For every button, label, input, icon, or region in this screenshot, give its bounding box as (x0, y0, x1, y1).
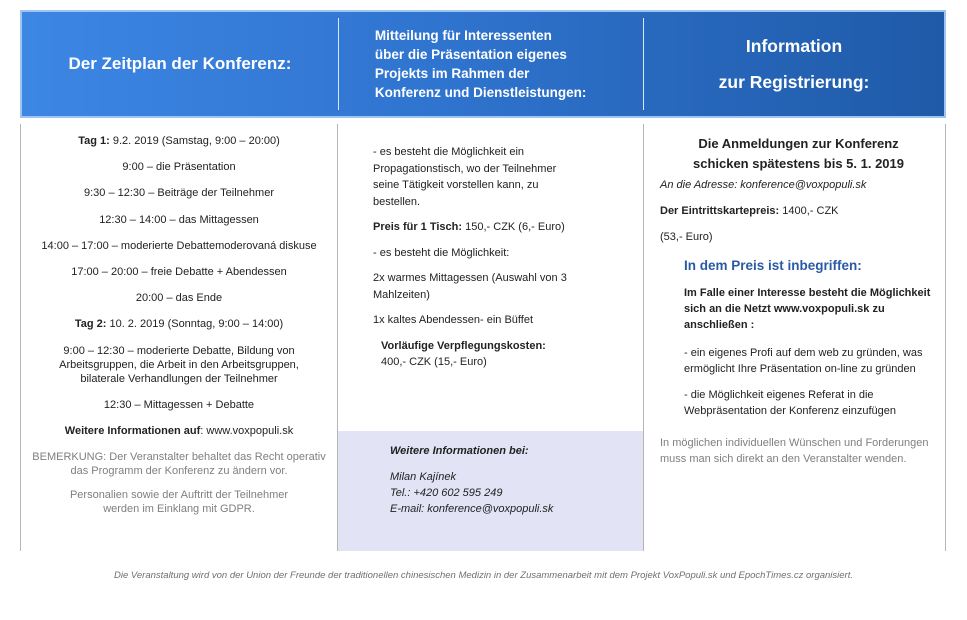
more-info-line: Weitere Informationen auf: www.voxpopuli.sk (64, 424, 294, 437)
included-lecture: - die Möglichkeit eigenes Referat in die Webpräsentation der Konferenz einzufügen (684, 389, 896, 417)
contact-email: E-mail: konference@voxpopuli.sk (390, 503, 554, 515)
schedule-item: 9:30 – 12:30 – Beiträge der Teilnehmer (84, 187, 274, 200)
day2-heading: Tag 2: 10. 2. 2019 (Sonntag, 9:00 – 14:00) (74, 318, 284, 331)
included-network: Im Falle einer Interesse besteht die Möglichkeit sich an die Netzt www.voxpopuli.sk zu anschließen : (684, 287, 931, 331)
header-presentation-title: Mitteilung für Interessenten über die Präsentation eigenes Projekts im Rahmen der Konferenz und Dienstleistungen: (374, 28, 587, 100)
ticket-price-euro: (53,- Euro) (660, 231, 713, 243)
header-registration-title: Information zur Registrierung: (718, 36, 870, 92)
ticket-price: Der Eintrittskartepreis: 1400,- CZK (660, 205, 839, 217)
included-profile: - ein eigenes Profi auf dem web zu gründen, was ermöglicht Ihre Präsentation on-line zu gründen (684, 347, 923, 375)
contact-title: Weitere Informationen bei: (390, 445, 529, 457)
registration-deadline: Die Anmeldungen zur Konferenz schicken spätestens bis 5. 1. 2019 (692, 136, 904, 171)
contact-info-box (338, 431, 643, 551)
schedule-item: 9:00 – die Präsentation (122, 161, 236, 174)
header-banner (20, 10, 946, 118)
remark-note: BEMERKUNG: Der Veranstalter behaltet das Recht operativ das Programm der Konferenz zu ändern vor. (32, 451, 326, 478)
lunch-text: 2x warmes Mittagessen (Auswahl von 3 Mahlzeiten) (373, 272, 567, 301)
schedule-item: 12:30 – Mittagessen + Debatte (103, 398, 255, 411)
schedule-item: 17:00 – 20:00 – freie Debatte + Abendessen (71, 265, 287, 278)
schedule-item: 20:00 – das Ende (135, 292, 223, 305)
contact-name: Milan Kajínek (390, 471, 457, 483)
organizer-footer: Die Veranstaltung wird von der Union der Freunde der traditionellen chinesischen Medizin in der Zusammenarbeit mit dem Projekt VoxPopuli.sk und EpochTimes.cz organisiert. (114, 570, 853, 581)
contact-phone: Tel.: +420 602 595 249 (390, 487, 503, 499)
included-title: In dem Preis ist inbegriffen: (684, 258, 862, 273)
possibility-text: - es besteht die Möglichkeit: (373, 246, 510, 259)
schedule-column (20, 124, 338, 551)
dinner-text: 1x kaltes Abendessen- ein Büffet (373, 314, 534, 326)
individual-requests-note: In möglichen individuellen Wünschen und Forderungen muss man sich direkt an den Veranstalter wenden. (660, 437, 929, 465)
schedule-item: 12:30 – 14:00 – das Mittagessen (99, 213, 259, 226)
registration-column (644, 124, 946, 551)
gdpr-note: Personalien sowie der Auftritt der Teilnehmer werden im Einklang mit GDPR. (69, 489, 289, 516)
table-offer-text: - es besteht die Möglichkeit ein Propagationstisch, wo der Teilnehmer seine Tätigkeit vorstellen kann, zu bestellen. (373, 146, 557, 208)
schedule-item: 14:00 – 17:00 – moderierte Debattemoderovaná diskuse (41, 239, 317, 252)
content-columns (20, 124, 946, 551)
schedule-item: 9:00 – 12:30 – moderierte Debatte, Bildung von Arbeitsgruppen, die Arbeit in den Arbeitsgruppen, bilaterale Verhandlungen der Teilnehmer (59, 344, 299, 385)
presentation-column (338, 124, 644, 551)
header-schedule-title: Der Zeitplan der Konferenz: (68, 54, 292, 73)
day1-heading: Tag 1: 9.2. 2019 (Samstag, 9:00 – 20:00) (78, 135, 280, 147)
catering-costs: Vorläufige Verpflegungskosten: 400,- CZK (15,- Euro) (381, 339, 546, 368)
table-price: Preis für 1 Tisch: 150,- CZK (6,- Euro) (373, 221, 565, 233)
registration-address: An die Adresse: konference@voxpopuli.sk (660, 179, 867, 191)
